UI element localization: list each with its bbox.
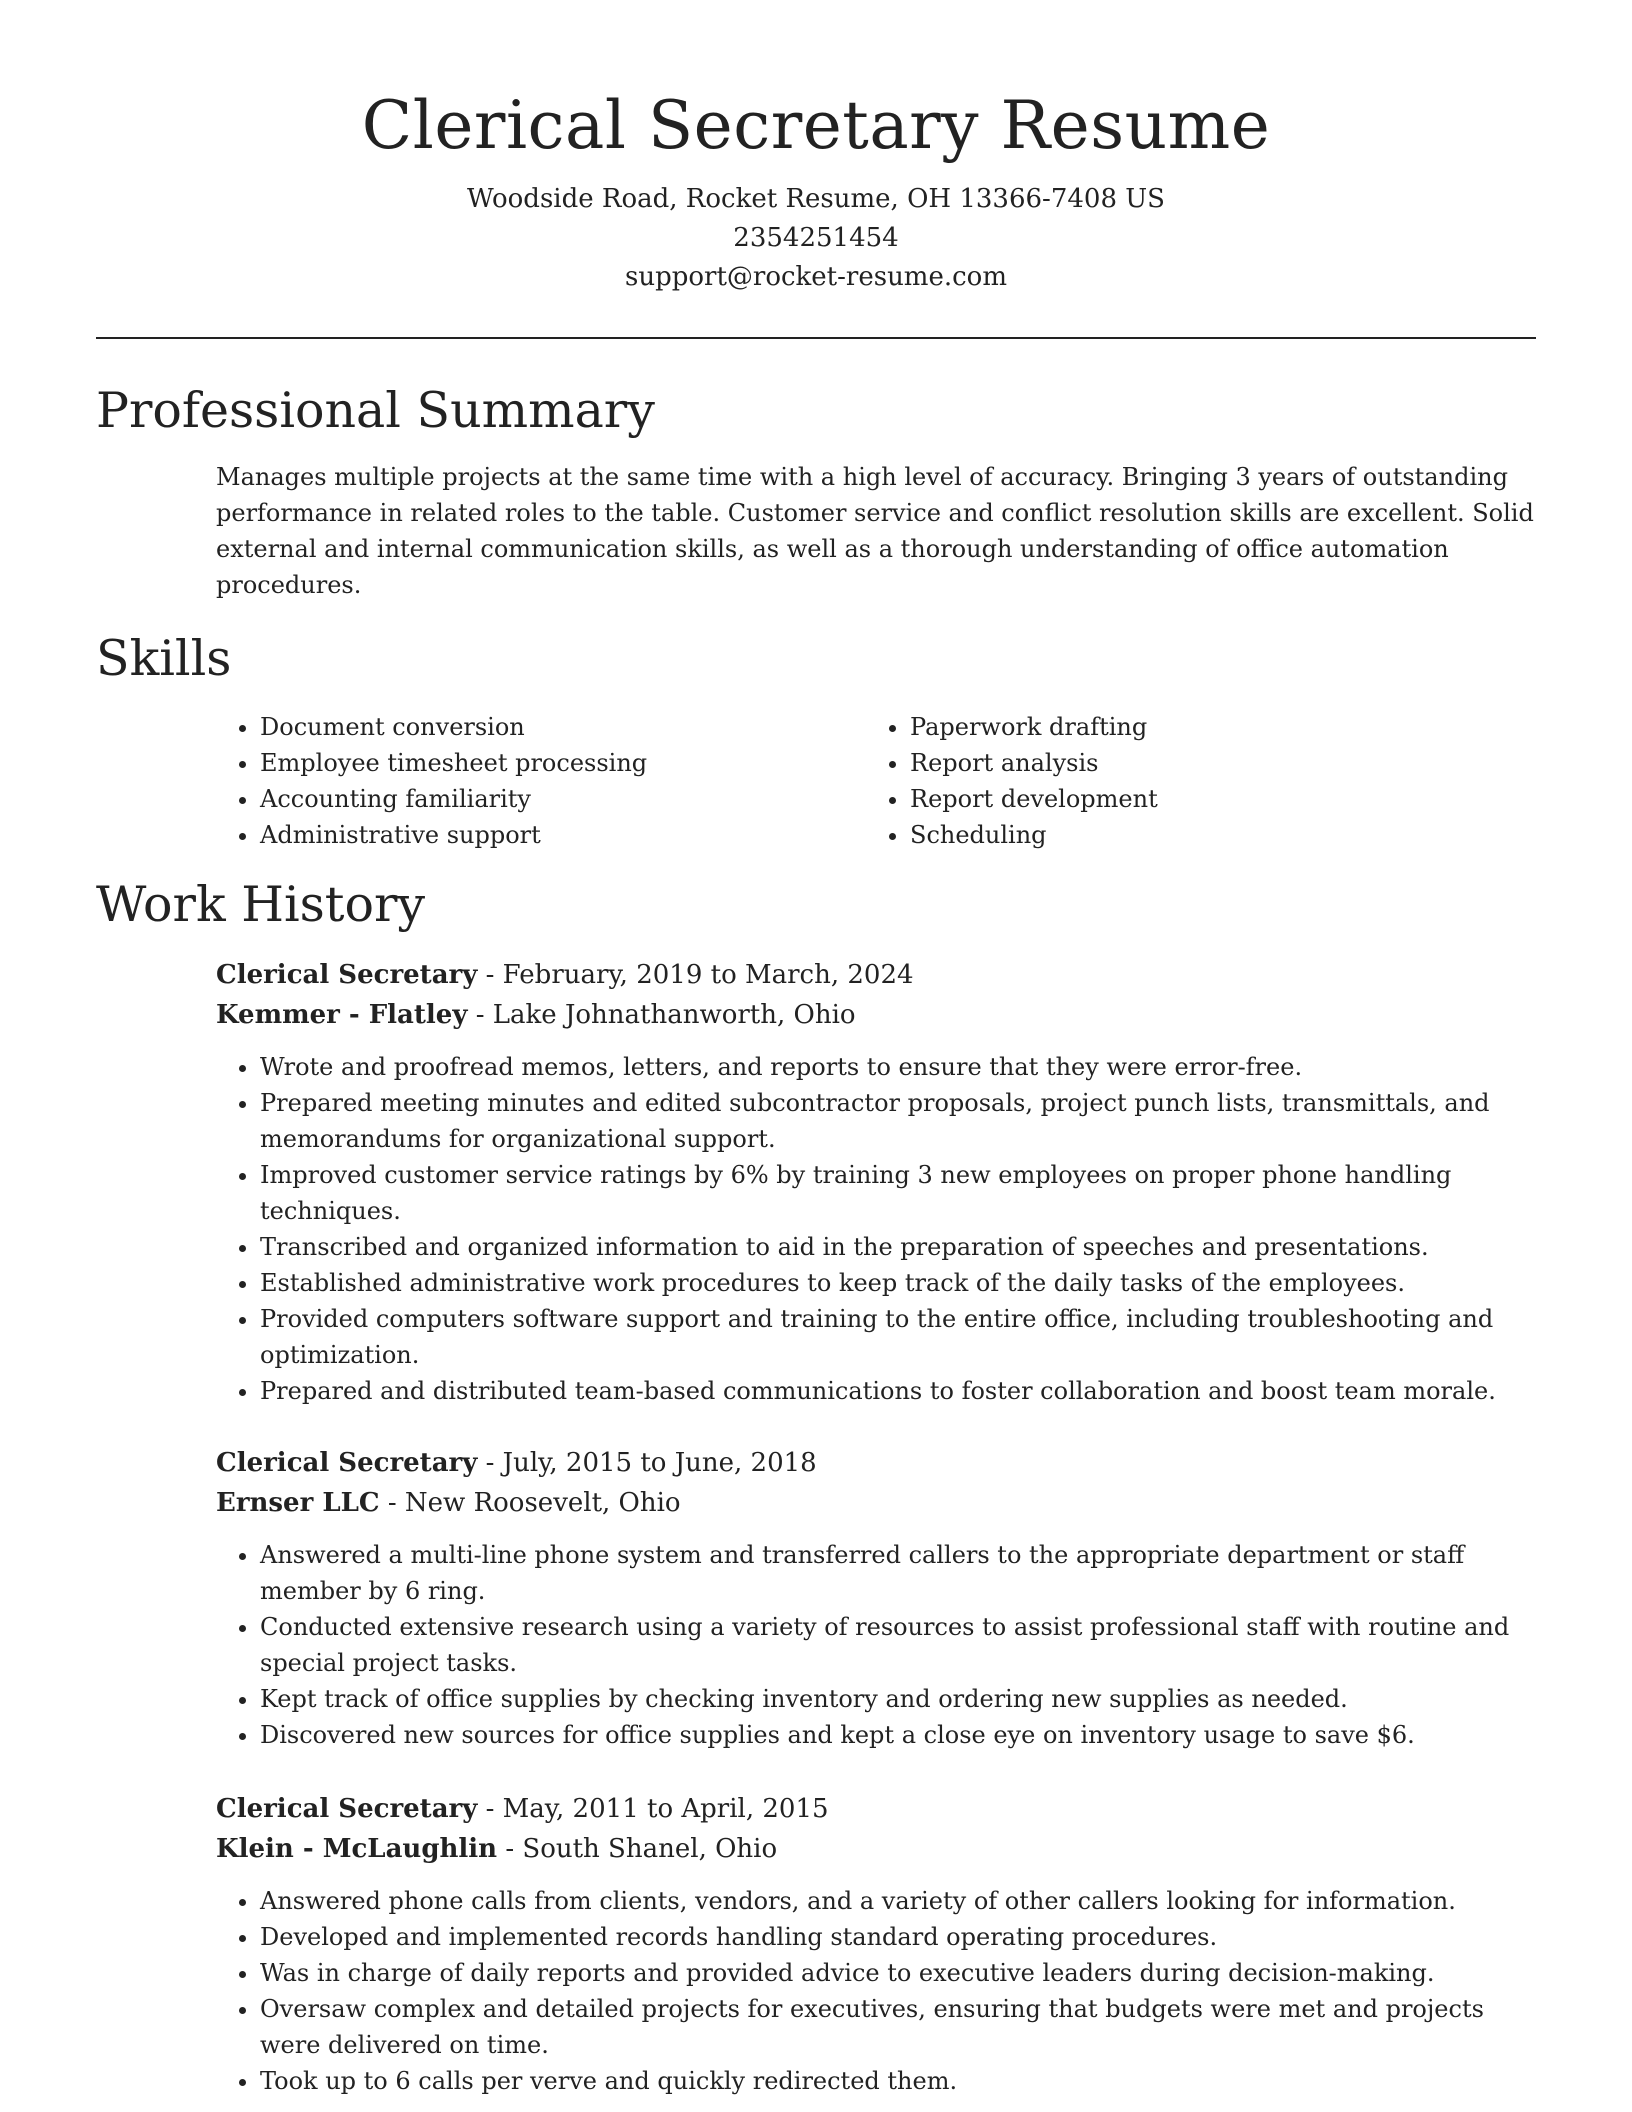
contact-phone: 2354251454 <box>733 223 899 253</box>
job-title-line <box>216 955 1536 995</box>
section-title-summary: Professional Summary <box>96 382 655 439</box>
job-company: Ernser LLC <box>216 1488 380 1518</box>
job-company: Kemmer - Flatley <box>216 1000 468 1030</box>
job-bullet: • Discovered new sources for office supplies and kept a close eye on inventory usage to save $6. <box>260 1717 1536 1753</box>
skills-column-right <box>866 709 1510 853</box>
job-bullet: • Developed and implemented records handling standard operating procedures. <box>260 1919 1536 1955</box>
job-entry <box>216 1443 1536 1753</box>
skill-item: • Report analysis <box>910 745 1510 781</box>
job-bullet: • Prepared meeting minutes and edited subcontractor proposals, project punch lists, transmittals, and memorandums for organizational support. <box>260 1085 1536 1157</box>
resume-page <box>96 0 1536 2099</box>
job-bullet: • Answered phone calls from clients, vendors, and a variety of other callers looking for information. <box>260 1883 1536 1919</box>
job-bullet: • Took up to 6 calls per verve and quickly redirected them. <box>260 2063 1536 2099</box>
job-bullet: • Transcribed and organized information to aid in the preparation of speeches and presentations. <box>260 1229 1536 1265</box>
job-entry <box>216 1789 1536 2099</box>
contact-block <box>96 180 1536 297</box>
job-title: Clerical Secretary <box>216 1794 478 1824</box>
skills-column-left <box>216 709 866 853</box>
summary-text: Manages multiple projects at the same time with a high level of accuracy. Bringing 3 years of outstanding performance in related roles to the table. Customer service and conflict resolution skills are excellent. Solid external and internal communication skills, as well as a thorough understanding of office automation procedures. <box>216 463 1534 599</box>
job-title: Clerical Secretary <box>216 1448 478 1478</box>
job-bullet: • Established administrative work procedures to keep track of the daily tasks of the employees. <box>260 1265 1536 1301</box>
job-location: - South Shanel, Ohio <box>497 1834 778 1864</box>
job-company-line <box>216 995 1536 1035</box>
skill-item: • Report development <box>910 781 1510 817</box>
section-title-work-history: Work History <box>96 876 426 933</box>
job-entry <box>216 955 1536 1409</box>
job-bullet: • Kept track of office supplies by checking inventory and ordering new supplies as needed. <box>260 1681 1536 1717</box>
job-location: - Lake Johnathanworth, Ohio <box>467 1000 856 1030</box>
skill-item: • Employee timesheet processing <box>260 745 866 781</box>
skill-item: • Document conversion <box>260 709 866 745</box>
header-divider <box>96 337 1536 339</box>
job-dates: - February, 2019 to March, 2024 <box>477 960 914 990</box>
job-bullet: • Oversaw complex and detailed projects for executives, ensuring that budgets were met and projects were delivered on time. <box>260 1991 1536 2063</box>
skill-item: • Accounting familiarity <box>260 781 866 817</box>
resume-title: Clerical Secretary Resume <box>361 87 1271 164</box>
job-bullet: • Provided computers software support and training to the entire office, including troubleshooting and optimization. <box>260 1301 1536 1373</box>
job-bullet: • Conducted extensive research using a variety of resources to assist professional staff with routine and special project tasks. <box>260 1609 1536 1681</box>
job-bullets <box>216 1049 1536 1409</box>
job-bullet: • Answered a multi-line phone system and transferred callers to the appropriate department or staff member by 6 ring. <box>260 1537 1536 1609</box>
resume-header <box>96 0 1536 297</box>
contact-email: support@rocket-resume.com <box>624 262 1007 292</box>
job-company-line <box>216 1829 1536 1869</box>
skill-item: • Scheduling <box>910 817 1510 853</box>
job-location: - New Roosevelt, Ohio <box>379 1488 681 1518</box>
job-dates: - July, 2015 to June, 2018 <box>477 1448 817 1478</box>
job-bullets <box>216 1883 1536 2099</box>
job-bullet: • Prepared and distributed team-based communications to foster collaboration and boost team morale. <box>260 1373 1536 1409</box>
job-company: Klein - McLaughlin <box>216 1834 498 1864</box>
job-title: Clerical Secretary <box>216 960 478 990</box>
skills-list <box>216 709 1536 853</box>
job-bullets <box>216 1537 1536 1753</box>
job-bullet: • Wrote and proofread memos, letters, and reports to ensure that they were error-free. <box>260 1049 1536 1085</box>
job-company-line <box>216 1483 1536 1523</box>
section-title-skills: Skills <box>96 630 232 687</box>
job-title-line <box>216 1443 1536 1483</box>
skill-item: • Paperwork drafting <box>910 709 1510 745</box>
contact-address: Woodside Road, Rocket Resume, OH 13366-7408 US <box>467 184 1165 214</box>
job-title-line <box>216 1789 1536 1829</box>
job-bullet: • Improved customer service ratings by 6% by training 3 new employees on proper phone handling techniques. <box>260 1157 1536 1229</box>
skill-item: • Administrative support <box>260 817 866 853</box>
job-bullet: • Was in charge of daily reports and provided advice to executive leaders during decision-making. <box>260 1955 1536 1991</box>
job-dates: - May, 2011 to April, 2015 <box>477 1794 829 1824</box>
